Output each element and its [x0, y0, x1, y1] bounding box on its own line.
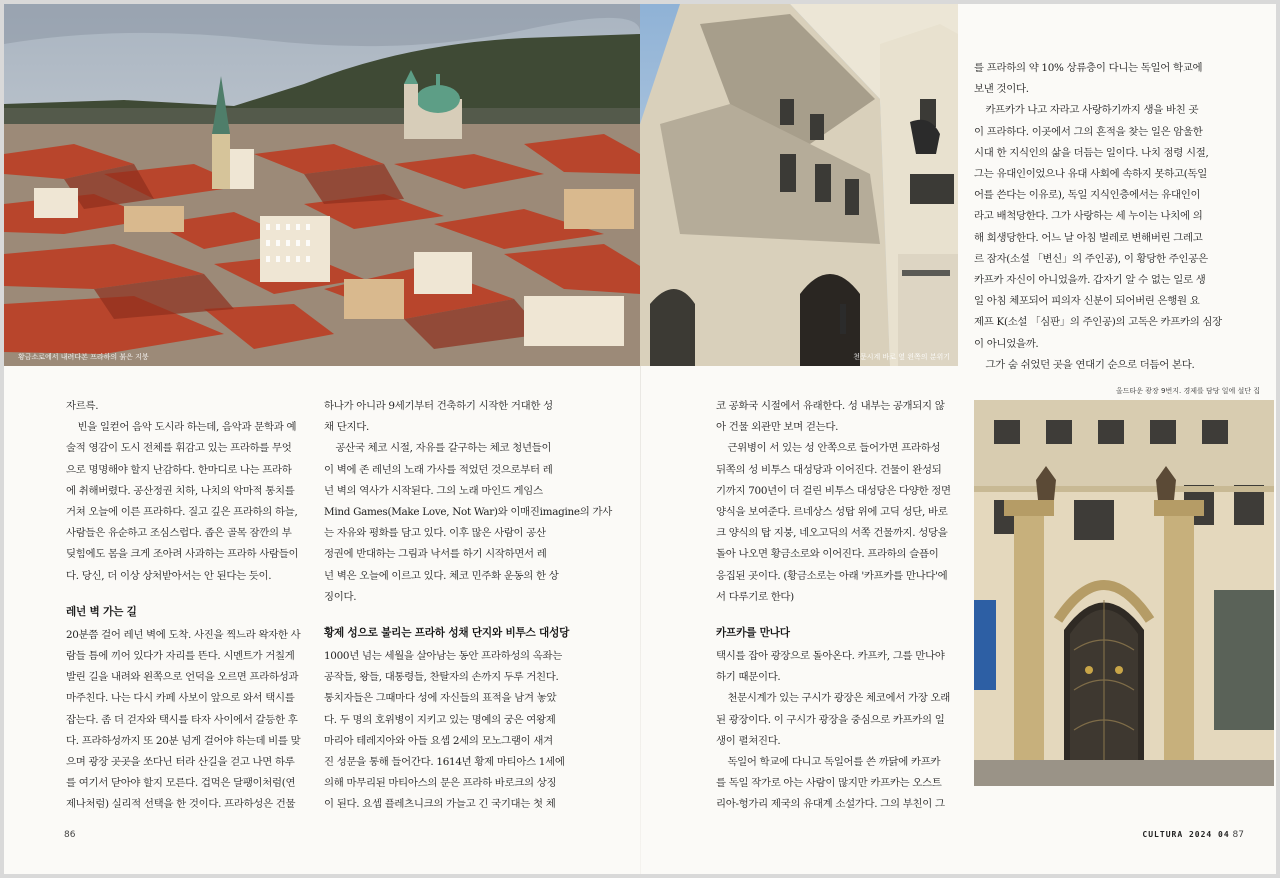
- text-line: 제프 K(소설 「심판」의 주인공)의 고독은 카프카의 심장: [974, 316, 1222, 329]
- photo-prague-rooftops: [4, 4, 640, 366]
- text-line: 공작들, 왕들, 대통령들, 찬탈자의 손까지 두루 거친다.: [324, 671, 559, 684]
- text-line: 마리아 테레지아와 아들 요셉 2세의 모노그램이 새겨: [324, 734, 553, 747]
- text-line: 1000년 넘는 세월을 살아남는 동안 프라하성의 옥좌는: [324, 650, 563, 663]
- text-line: 돌아 나오면 황금소로와 이어진다. 프라하의 슬픔이: [716, 548, 939, 561]
- text-line: 이 프라하다. 이곳에서 그의 흔적을 찾는 일은 암울한: [974, 125, 1203, 138]
- text-line: 다. 프라하성까지 또 20분 넘게 걸어야 하는데 비를 맞: [66, 734, 301, 747]
- text-line: 기까지 700년이 더 걸린 비투스 대성당은 다양한 정면: [716, 484, 951, 497]
- text-line: 어를 쓴다는 이유로), 독일 지식인층에서는 유대인이: [974, 189, 1201, 202]
- page-footer-right: [1142, 830, 1244, 840]
- text-line: 제나처럼) 실리적 선택을 한 것이다. 프라하성은 건물: [66, 798, 296, 811]
- text-line: 양식을 보여준다. 르네상스 성탑 위에 고딕 성단, 바로: [716, 506, 948, 519]
- heading-prague-castle: 황제 성으로 불리는 프라하 성채 단지와 비투스 대성당: [324, 627, 570, 640]
- column-1: [66, 396, 314, 816]
- text-line: 그는 유대인이었으나 유대 사회에 속하지 못하고(독일: [974, 168, 1207, 181]
- text-line: 람들 틈에 끼어 있다가 자리를 뜬다. 시멘트가 거칠게: [66, 650, 295, 663]
- col1-line: 자르륵.: [66, 400, 99, 412]
- col3-paragraph-1: [716, 396, 966, 438]
- text-line: 의해 마무리된 마티아스의 문은 프라하 바로크의 상징: [324, 777, 557, 790]
- text-line: 하나가 아니라 9세기부터 건축하기 시작한 거대한 성: [324, 400, 553, 412]
- text-line: 아 건물 외관만 보며 걷는다.: [716, 421, 839, 434]
- col3-paragraph-4: [716, 688, 966, 752]
- text-line: 르 잠자(소설 「변신」의 주인공), 이 황당한 주인공은: [974, 252, 1208, 265]
- text-line: 서 다루기로 한다): [716, 590, 794, 603]
- text-line: 하기 때문이다.: [716, 671, 781, 684]
- text-line: 다. 당신, 더 이상 상처받아서는 안 된다는 듯이.: [66, 569, 272, 582]
- text-line: 택시를 잡아 광장으로 돌아온다. 카프카, 그를 만나야: [716, 650, 945, 663]
- page-number-left: 86: [64, 830, 76, 840]
- text-line: 빈을 일컫어 음악 도시라 하는데, 음악과 문학과 예: [77, 421, 297, 434]
- photo-renaissance-house: [640, 4, 958, 366]
- text-line: 카프카가 나고 자라고 사랑하기까지 생을 바친 곳: [985, 104, 1199, 117]
- text-line: 발린 길을 내려와 왼쪽으로 언덕을 오르면 프라하성과: [66, 671, 299, 684]
- text-line: 를 프라하의 약 10% 상류층이 다니는 독일어 학교에: [974, 62, 1203, 74]
- text-line: 는 자유와 평화를 담고 있다. 이후 많은 사람이 공산: [324, 527, 546, 540]
- text-line: 그가 숨 쉬었던 곳을 연대기 순으로 더듬어 본다.: [985, 358, 1195, 371]
- text-line: 딪힘에도 몸을 크게 조아려 사과하는 프라하 사람들이: [66, 548, 299, 561]
- text-line: 근위병이 서 있는 성 안쪽으로 들어가면 프라하성: [727, 442, 941, 455]
- photo-baroque-portal: [974, 400, 1274, 786]
- text-line: 카프카 자신이 아니었을까. 갑자기 알 수 없는 일로 생: [974, 274, 1206, 287]
- text-line: 코 공화국 시절에서 유래한다. 성 내부는 공개되지 않: [716, 400, 945, 412]
- text-line: 징이다.: [324, 590, 357, 603]
- text-line: Mind Games(Make Love, Not War)와 이매진imagine의 가사: [324, 506, 612, 519]
- text-line: 다. 두 명의 호위병이 지키고 있는 명예의 궁은 여왕제: [324, 713, 556, 726]
- col1-paragraph-2: [66, 417, 314, 587]
- text-line: 정권에 반대하는 그림과 낙서를 하기 시작하면서 레: [324, 548, 547, 561]
- text-line: 으로 명명해야 할지 난감하다. 한마디로 나는 프라하: [66, 463, 292, 476]
- text-line: 으며 광장 곳곳을 쏘다닌 터라 산길을 걷고 나면 하루: [66, 756, 295, 769]
- text-line: 통치자들은 그때마다 성에 자신들의 표적을 남겨 놓았: [324, 692, 557, 705]
- col2-paragraph-2: [324, 438, 612, 608]
- text-line: 넌 벽의 역사가 시작된다. 그의 노래 마인드 게임스: [324, 484, 543, 497]
- text-line: 시대 한 지식인의 삶을 더듬는 일이다. 나치 점령 시절,: [974, 146, 1209, 159]
- text-line: 일 아침 체포되어 피의자 신분이 되어버린 은행원 요: [974, 295, 1200, 308]
- text-line: 를 독일 작가로 아는 사람이 많지만 카프카는 오스트: [716, 777, 942, 790]
- text-line: 응집된 곳이다. (황금소로는 아래 '카프카를 만나다'에: [716, 569, 948, 582]
- page-number-right: 87: [1232, 830, 1244, 840]
- text-line: 천문시계가 있는 구시가 광장은 체코에서 가장 오래: [727, 692, 950, 705]
- text-line: 해 희생당한다. 어느 날 아침 벌레로 변해버린 그레고: [974, 231, 1203, 244]
- text-line: 크 양식의 탑 지붕, 네오고딕의 서쪽 건물까지. 성당을: [716, 527, 948, 540]
- col3-paragraph-5: [716, 752, 966, 816]
- text-line: 공산국 체코 시절, 자유를 갈구하는 체코 청년들이: [335, 442, 552, 455]
- col2-paragraph-1: [324, 396, 574, 438]
- heading-lennon-wall: 레넌 벽 가는 길: [66, 605, 137, 618]
- text-line: 진 성문을 통해 들어간다. 1614년 황제 마티아스 1세에: [324, 756, 565, 769]
- magazine-spread: [4, 4, 1276, 874]
- caption-baroque-portal: 올드타운 광장 9번지. 경제를 담당 일에 설단 집: [1116, 387, 1260, 395]
- text-line: 이 벽에 존 레넌의 노래 가사를 적었던 것으로부터 레: [324, 463, 553, 476]
- text-line: 거쳐 오늘에 이른 프라하다. 질고 깊은 프라하의 하늘,: [66, 506, 298, 519]
- text-line: 뒤쪽의 성 비투스 대성당과 이어진다. 건물이 완성되: [716, 463, 942, 476]
- top-right-text: [974, 58, 1264, 376]
- text-line: 독일어 학교에 다니고 독일어를 쓴 까닭에 카프카: [727, 756, 941, 769]
- text-line: 된 광장이다. 이 구시가 광장을 중심으로 카프카의 일: [716, 713, 945, 726]
- col2-paragraph-3: [324, 646, 574, 816]
- heading-meeting-kafka: 카프카를 만나다: [716, 627, 790, 640]
- caption-prague-rooftops: 황금소로에서 내려다본 프라하의 붉은 지붕: [18, 353, 149, 361]
- text-line: 사람들은 유순하고 조심스럽다. 좁은 골목 잠깐의 부: [66, 527, 292, 540]
- column-3: [716, 396, 966, 816]
- column-2: [324, 396, 612, 816]
- text-line: 이 된다. 요셉 플레츠니크의 가늘고 긴 국기대는 첫 체: [324, 798, 556, 811]
- renaissance-house-image: [640, 4, 958, 366]
- text-line: 술적 영감이 도시 전체를 휘감고 있는 프라하를 무엇: [66, 442, 292, 455]
- text-line: 넌 벽은 오늘에 이르고 있다. 체코 민주화 운동의 한 상: [324, 569, 559, 582]
- caption-renaissance-house: 천문시계 바로 옆 왼쪽의 분위기: [853, 353, 950, 361]
- text-line: 이 아니었을까.: [974, 337, 1039, 350]
- col3-paragraph-3: [716, 646, 966, 688]
- text-line: 에 취해버렸다. 공산정권 치하, 나치의 악마적 통치를: [66, 484, 295, 497]
- baroque-portal-image: [974, 400, 1274, 786]
- text-line: 마주친다. 나는 다시 카페 사보이 앞으로 와서 택시를: [66, 692, 295, 705]
- magazine-name: CULTURA 2024 04: [1142, 830, 1230, 839]
- prague-rooftops-image: [4, 4, 640, 366]
- col1-paragraph-3: [66, 625, 314, 816]
- text-line: 를 여기서 닫아야 할지 모른다. 겁먹은 달팽이처럼(연: [66, 777, 296, 790]
- text-line: 채 단지다.: [324, 421, 369, 434]
- col3-paragraph-2: [716, 438, 966, 608]
- text-line: 리아-헝가리 제국의 유대계 소설가다. 그의 부친이 그: [716, 798, 945, 811]
- text-line: 생이 펼쳐진다.: [716, 734, 781, 747]
- text-line: 잡는다. 좀 더 걷자와 택시를 타자 사이에서 갈등한 후: [66, 713, 298, 726]
- text-line: 라고 배척당한다. 그가 사랑하는 세 누이는 나치에 의: [974, 210, 1203, 223]
- text-line: 보낸 것이다.: [974, 83, 1029, 96]
- text-line: 20분쯤 걸어 레넌 벽에 도착. 사진을 찍느라 왁자한 사: [66, 628, 301, 641]
